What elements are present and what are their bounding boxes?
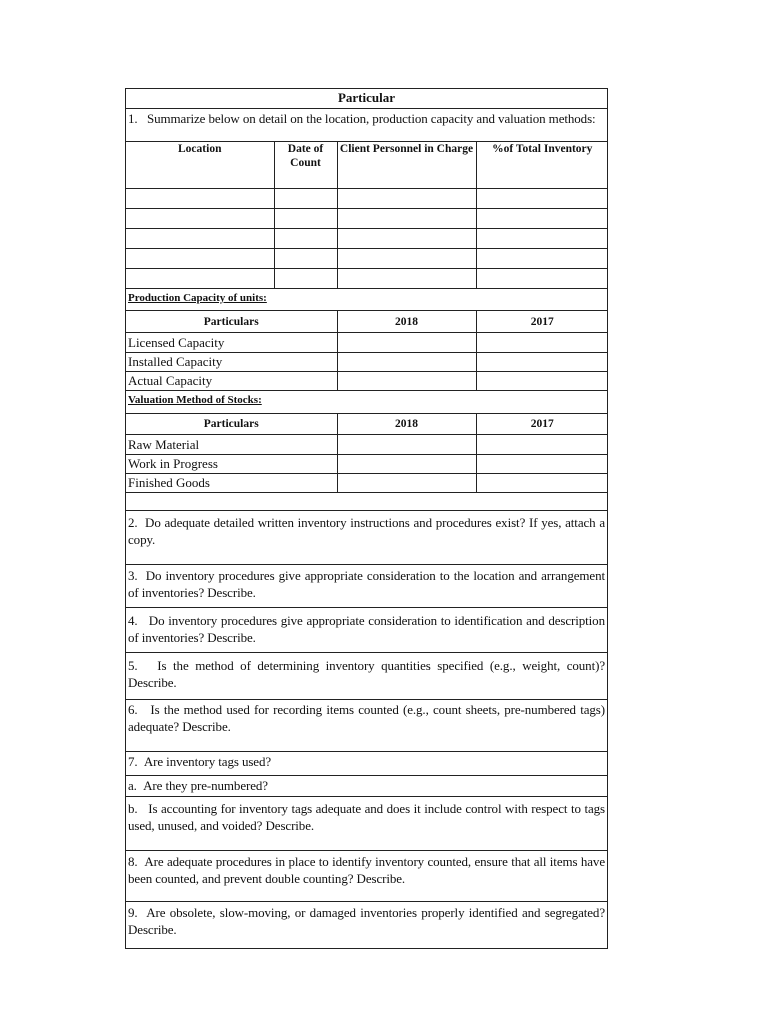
capacity-label: Licensed Capacity <box>126 333 337 353</box>
question-9-row <box>126 901 607 949</box>
value-2017-cell[interactable] <box>476 333 608 353</box>
percent-cell[interactable] <box>476 269 608 289</box>
question-2-text: 2. Do adequate detailed written inventory instructions and procedures exist? If yes, attach a copy. <box>128 515 605 547</box>
production-capacity-row <box>126 372 608 391</box>
location-header: Location <box>126 142 274 189</box>
location-row <box>126 209 608 229</box>
question-7a-text: a. Are they pre-numbered? <box>128 778 268 793</box>
valuation-method-row <box>126 455 608 474</box>
question-6-text: 6. Is the method used for recording items counted (e.g., count sheets, pre-numbered tags) adequate? Describe. <box>128 702 605 734</box>
location-row <box>126 249 608 269</box>
valuation-method-heading-row <box>126 390 607 414</box>
title-row <box>126 89 607 109</box>
value-2017-cell[interactable] <box>476 455 608 474</box>
production-capacity-table <box>126 310 608 391</box>
question-7b-text: b. Is accounting for inventory tags adequate and does it include control with respect to tags used, unused, and voided? Describe. <box>128 801 605 833</box>
location-cell[interactable] <box>126 189 274 209</box>
percent-cell[interactable] <box>476 229 608 249</box>
percent-cell[interactable] <box>476 189 608 209</box>
question-5-text: 5. Is the method of determining inventory quantities specified (e.g., weight, count)? Describe. <box>128 658 605 690</box>
year-2018-header: 2018 <box>337 414 476 435</box>
client-personnel-header: Client Personnel in Charge <box>337 142 476 189</box>
value-2018-cell[interactable] <box>337 435 476 455</box>
personnel-cell[interactable] <box>337 269 476 289</box>
question-8-row <box>126 850 607 902</box>
location-cell[interactable] <box>126 249 274 269</box>
value-2018-cell[interactable] <box>337 372 476 391</box>
percent-cell[interactable] <box>476 249 608 269</box>
question-4-text: 4. Do inventory procedures give appropriate consideration to identification and description of inventories? Describe. <box>128 613 605 645</box>
valuation-method-row <box>126 474 608 493</box>
year-2017-header: 2017 <box>476 311 608 333</box>
year-2018-header: 2018 <box>337 311 476 333</box>
question-3-row <box>126 564 607 608</box>
percent-cell[interactable] <box>476 209 608 229</box>
production-capacity-row <box>126 353 608 372</box>
question-7b-row <box>126 796 607 851</box>
personnel-cell[interactable] <box>337 189 476 209</box>
particulars-header: Particulars <box>126 311 337 333</box>
question-4-row <box>126 607 607 653</box>
question-1-row <box>126 109 607 142</box>
valuation-method-table <box>126 413 608 493</box>
location-table-header <box>126 142 608 189</box>
location-table <box>126 141 608 289</box>
question-1-text: 1. Summarize below on detail on the location, production capacity and valuation methods: <box>128 111 596 126</box>
percent-total-inventory-header: %of Total Inventory <box>476 142 608 189</box>
question-6-row <box>126 699 607 752</box>
question-8-text: 8. Are adequate procedures in place to identify inventory counted, ensure that all items have been counted, and prevent double counting? Describe. <box>128 854 605 886</box>
date-cell[interactable] <box>274 189 337 209</box>
date-cell[interactable] <box>274 249 337 269</box>
question-2-row <box>126 510 607 565</box>
question-9-text: 9. Are obsolete, slow-moving, or damaged inventories properly identified and segregated? Describe. <box>128 905 605 937</box>
value-2017-cell[interactable] <box>476 474 608 493</box>
personnel-cell[interactable] <box>337 249 476 269</box>
value-2018-cell[interactable] <box>337 455 476 474</box>
personnel-cell[interactable] <box>337 209 476 229</box>
stock-label: Work in Progress <box>126 455 337 474</box>
question-7-row <box>126 751 607 776</box>
date-of-count-header: Date of Count <box>274 142 337 189</box>
location-row <box>126 229 608 249</box>
value-2017-cell[interactable] <box>476 372 608 391</box>
production-capacity-heading: Production Capacity of units: <box>128 292 267 304</box>
date-cell[interactable] <box>274 209 337 229</box>
form-title: Particular <box>337 90 396 105</box>
capacity-label: Actual Capacity <box>126 372 337 391</box>
value-2018-cell[interactable] <box>337 333 476 353</box>
year-2017-header: 2017 <box>476 414 608 435</box>
value-2017-cell[interactable] <box>476 353 608 372</box>
production-capacity-row <box>126 333 608 353</box>
particulars-header: Particulars <box>126 414 337 435</box>
valuation-method-row <box>126 435 608 455</box>
stock-label: Raw Material <box>126 435 337 455</box>
value-2018-cell[interactable] <box>337 353 476 372</box>
location-row <box>126 269 608 289</box>
location-cell[interactable] <box>126 269 274 289</box>
question-7a-row <box>126 775 607 797</box>
valuation-method-header <box>126 414 608 435</box>
personnel-cell[interactable] <box>337 229 476 249</box>
location-row <box>126 189 608 209</box>
production-capacity-heading-row <box>126 288 607 311</box>
question-7-text: 7. Are inventory tags used? <box>128 754 272 769</box>
capacity-label: Installed Capacity <box>126 353 337 372</box>
location-cell[interactable] <box>126 209 274 229</box>
value-2017-cell[interactable] <box>476 435 608 455</box>
valuation-method-heading: Valuation Method of Stocks: <box>128 394 262 406</box>
question-3-text: 3. Do inventory procedures give appropriate consideration to the location and arrangement of inventories? Describe. <box>128 568 605 600</box>
inventory-checklist-form <box>125 88 608 949</box>
date-cell[interactable] <box>274 229 337 249</box>
spacer-row <box>126 493 607 511</box>
value-2018-cell[interactable] <box>337 474 476 493</box>
question-5-row <box>126 652 607 700</box>
stock-label: Finished Goods <box>126 474 337 493</box>
production-capacity-header <box>126 311 608 333</box>
location-cell[interactable] <box>126 229 274 249</box>
date-cell[interactable] <box>274 269 337 289</box>
